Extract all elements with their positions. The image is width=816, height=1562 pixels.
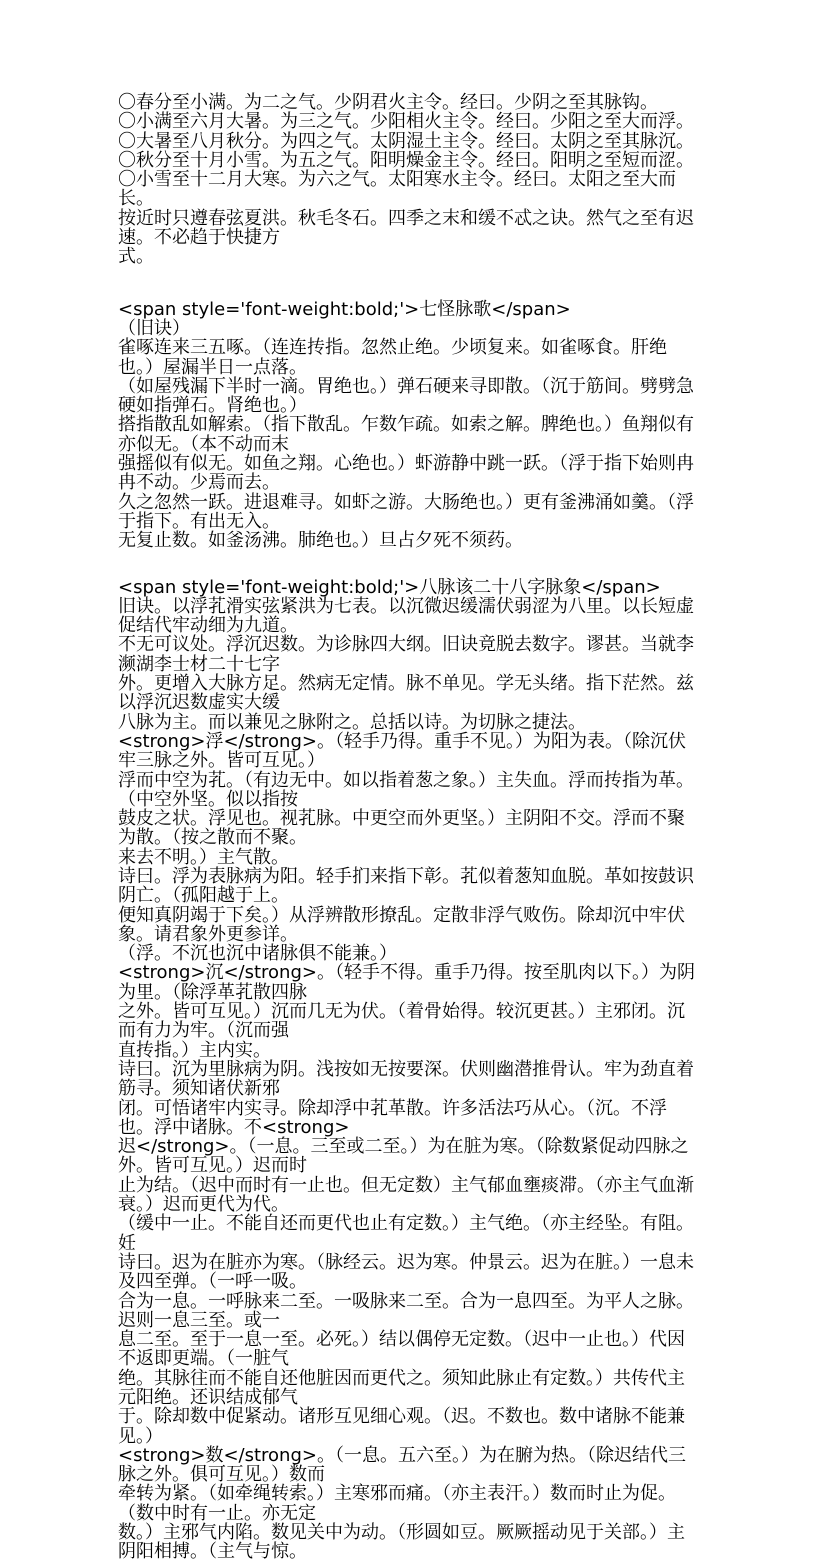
text-line: 雀啄连来三五啄。（连连抟指。忽然止绝。少顷复来。如雀啄食。肝绝也。）屋漏半日一点落。: [118, 337, 667, 378]
text-line: <span style='font-weight:bold;'>八脉该二十八字脉象</span>: [118, 576, 661, 598]
text-line: 〇春分至小满。为二之气。少阴君火主令。经曰。少阴之至其脉钩。: [118, 92, 658, 113]
text-line: 久之忽然一跃。进退难寻。如虾之游。大肠绝也。）更有釜沸涌如羹。（浮于指下。有出无入。: [118, 491, 694, 532]
text-line: <span style='font-weight:bold;'>七怪脉歌</span>: [118, 298, 571, 320]
text-line: 来去不明。）主气散。: [118, 846, 289, 868]
text-line: <strong>数</strong>。（一息。五六至。）为在腑为热。（除迟结代三脉之外。俱可互见。）数而: [118, 1444, 686, 1486]
section-six-qi-pulses: [118, 93, 700, 267]
text-line: 诗曰。浮为表脉病为阳。轻手扪来指下彰。芤似着葱知血脱。革如按鼓识阴亡。（孤阳越于上。: [118, 865, 694, 907]
text-line: 浮而中空为芤。（有边无中。如以指着葱之象。）主失血。浮而抟指为革。（中空外坚。似以指按: [118, 769, 694, 810]
text-line: 强摇似有似无。如鱼之翔。心绝也。）虾游静中跳一跃。（浮于指下始则冉冉不动。少焉而去。: [118, 453, 694, 494]
text-line: 止为结。（迟中而时有一止也。但无定数）主气郁血壅痰滞。（亦主气血渐衰。）迟而更代为代。: [118, 1174, 694, 1216]
text-line: 〇大暑至八月秋分。为四之气。太阴湿土主令。经曰。太阴之至其脉沉。: [118, 130, 694, 152]
text-line: 〇秋分至十月小雪。为五之气。阳明燥金主令。经曰。阳明之至短而涩。: [118, 149, 694, 171]
text-line: 绝。其脉往而不能自还他脏因而更代之。须知此脉止有定数。）共传代主元阳绝。还识结成郁气: [118, 1367, 685, 1408]
text-line: 诗曰。沉为里脉病为阴。浅按如无按要深。伏则幽潜推骨认。牢为劲直着筋寻。须知诸伏新邪: [118, 1058, 694, 1100]
text-line: 息二至。至于一息一至。必死。）结以偶停无定数。（迟中一止也。）代因不返即更端。（一脏气: [118, 1329, 685, 1370]
text-line: 之外。皆可互见。）沉而几无为伏。（着骨始得。较沉更甚。）主邪闭。沉而有力为牢。（沉而强: [118, 1001, 685, 1042]
text-line: 〇小满至六月大暑。为三之气。少阳相火主令。经曰。少阳之至大而浮。: [118, 111, 694, 133]
section-eight-pulses: [118, 578, 700, 1562]
text-line: （缓中一止。不能自还而更代也止有定数。）主气绝。（亦主经坠。有阻。妊: [118, 1213, 694, 1254]
text-line: 无复止数。如釜汤沸。肺绝也。）旦占夕死不须药。: [118, 530, 523, 552]
text-line: 外。更增入大脉方足。然病无定情。脉不单见。学无头绪。指下茫然。兹以浮沉迟数虚实大缓: [118, 673, 694, 714]
text-line: 合为一息。一呼脉来二至。一吸脉来二至。合为一息四至。为平人之脉。迟则一息三至。或一: [118, 1290, 694, 1331]
text-line: 不无可议处。浮沉迟数。为诊脉四大纲。旧诀竟脱去数字。谬甚。当就李濒湖李士材二十七字: [118, 634, 694, 675]
text-line: 按近时只遵春弦夏洪。秋毛冬石。四季之末和缓不忒之诀。然气之至有迟速。不必趋于快捷方: [118, 207, 694, 249]
text-line: 式。: [118, 246, 154, 268]
text-line: （如屋残漏下半时一滴。胃绝也。）弹石硬来寻即散。（沉于筋间。劈劈急硬如指弹石。肾绝也。）: [118, 375, 694, 417]
text-line: 闭。可悟诸牢内实寻。除却浮中芤革散。许多活法巧从心。（沉。不浮也。浮中诸脉。不<strong>: [118, 1097, 667, 1138]
text-line: （浮。不沉也沉中诸脉俱不能兼。）: [118, 943, 397, 965]
text-line: 旧诀。以浮芤滑实弦紧洪为七表。以沉微迟缓濡伏弱涩为八里。以长短虚促结代牢动细为九道。: [118, 595, 694, 637]
text-line: 直抟指。）主内实。: [118, 1039, 271, 1061]
text-line: 八脉为主。而以兼见之脉附之。总括以诗。为切脉之捷法。: [118, 711, 586, 733]
text-line: 于。除却数中促紧动。诸形互见细心观。（迟。不数也。数中诸脉不能兼见。）: [118, 1406, 685, 1447]
text-line: <strong>浮</strong>。（轻手乃得。重手不见。）为阳为表。（除沉伏牢三脉之外。皆可互见。）: [118, 730, 686, 772]
text-line: <strong>沉</strong>。（轻手不得。重手乃得。按至肌肉以下。）为阴为里。（除浮革芤散四脉: [118, 962, 695, 1003]
text-line: 便知真阴竭于下矣。）从浮辨散形撩乱。定散非浮气败伤。除却沉中牢伏象。请君象外更参详。: [118, 904, 685, 945]
section-seven-strange-pulses: [118, 300, 700, 551]
text-line: 牵转为紧。（如牵绳转索。）主寒邪而痛。（亦主表汗。）数而时止为促。（数中时有一止。亦无定: [118, 1483, 676, 1524]
text-line: （旧诀）: [118, 317, 190, 339]
text-line: 诗曰。迟为在脏亦为寒。（脉经云。迟为寒。仲景云。迟为在脏。）一息未及四至弹。（一呼一吸。: [118, 1251, 694, 1293]
text-line: 搭指散乱如解索。（指下散乱。乍数乍疏。如索之解。脾绝也。）鱼翔似有亦似无。（本不动而末: [118, 414, 694, 455]
text-line: 迟</strong>。（一息。三至或二至。）为在脏为寒。（除数紧促动四脉之外。皆可互见。）迟而时: [118, 1136, 689, 1177]
text-line: 鼓皮之状。浮见也。视芤脉。中更空而外更坚。）主阴阳不交。浮而不聚为散。（按之散而不聚。: [118, 808, 685, 849]
text-line: 〇小雪至十二月大寒。为六之气。太阳寒水主令。经曰。太阳之至大而长。: [118, 169, 676, 210]
text-line: 数。）主邪气内陷。数见关中为动。（形圆如豆。厥厥摇动见于关部。）主阴阳相搏。（主气与惊。: [118, 1522, 685, 1562]
